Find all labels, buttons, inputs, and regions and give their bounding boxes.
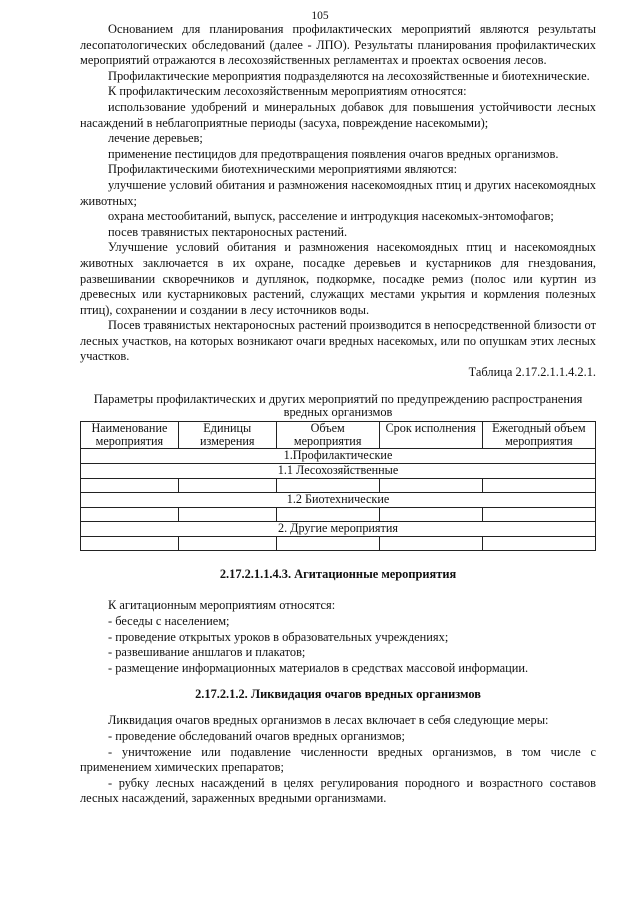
paragraph: Ликвидация очагов вредных организмов в лесах включает в себя следующие меры: <box>108 713 549 728</box>
list-item: - рубку лесных насаждений в целях регулирования породного и возрастного составов лесных насаждений, зараженных вредными организмами. <box>80 775 596 806</box>
table-section-row <box>81 493 596 508</box>
table-cell <box>482 479 595 493</box>
section-heading-liquidation: 2.17.2.1.2. Ликвидация очагов вредных организмов <box>195 687 481 702</box>
table-header-cell: Срок исполнения <box>379 421 482 449</box>
table-row <box>81 479 596 493</box>
paragraph: охрана местообитаний, выпуск, расселение и интродукция насекомых-энтомофагов; <box>108 209 554 224</box>
table-cell <box>482 508 595 522</box>
table-cell <box>81 479 179 493</box>
table-label: Таблица 2.17.2.1.1.4.2.1. <box>468 365 596 380</box>
table-cell <box>178 479 276 493</box>
paragraph: Основанием для планирования профилактических мероприятий являются результаты лесопатологических обследований (далее - ЛПО). Результаты планирования профилактических мероприятий отражаются в лесохозяйственных регламентах и проектах освоения лесов. <box>80 22 596 68</box>
list-item: - проведение открытых уроков в образовательных учреждениях; <box>108 629 449 644</box>
list-item: - развешивание аншлагов и плакатов; <box>108 645 306 660</box>
paragraph: применение пестицидов для предотвращения появления очагов вредных организмов. <box>108 146 559 161</box>
section-heading-agitation: 2.17.2.1.1.4.3. Агитационные мероприятия <box>219 567 457 582</box>
document-body <box>80 22 596 807</box>
paragraph: Посев травянистых нектароносных растений производится в непосредственной близости от лесных участков, на которых возникают очаги вредных насекомых, или по опушкам этих лесных участков. <box>80 318 596 364</box>
paragraph: посев травянистых пектароносных растений. <box>108 224 348 239</box>
table-section-cell: 1.Профилактические <box>81 449 596 464</box>
table-cell <box>178 537 276 551</box>
table-cell <box>81 537 179 551</box>
list-item: - размещение информационных материалов в средствах массовой информации. <box>108 660 529 675</box>
paragraph: К агитационным мероприятиям относятся: <box>108 598 336 613</box>
table-cell <box>379 508 482 522</box>
table-header-cell: Единицы измерения <box>178 421 276 449</box>
paragraph: Профилактические мероприятия подразделяются на лесохозяйственные и биотехнические. <box>108 68 590 83</box>
paragraph: улучшение условий обитания и размножения насекомоядных птиц и других насекомоядных животных; <box>80 177 596 208</box>
table-row <box>81 537 596 551</box>
paragraph: использование удобрений и минеральных добавок для повышения устойчивости лесных насаждений в неблагоприятные периоды (засуха, повреждение насекомыми); <box>80 99 596 130</box>
list-item: - беседы с населением; <box>108 614 230 629</box>
table-section-cell: 1.2 Биотехнические <box>81 493 596 508</box>
table-header-cell: Ежегодный объем мероприятия <box>482 421 595 449</box>
table-cell <box>482 537 595 551</box>
table-section-cell: 2. Другие мероприятия <box>81 522 596 537</box>
parameters-table <box>80 421 596 552</box>
page-number: 105 <box>311 10 329 22</box>
table-section-row <box>81 464 596 479</box>
list-item: - проведение обследований очагов вредных организмов; <box>108 729 405 744</box>
table-cell <box>276 508 379 522</box>
table-section-cell: 1.1 Лесохозяйственные <box>81 464 596 479</box>
list-item: - уничтожение или подавление численности вредных организмов, в том числе с применением химических препаратов; <box>80 744 596 775</box>
table-cell <box>379 537 482 551</box>
table-header-row <box>81 421 596 449</box>
table-cell <box>81 508 179 522</box>
table-cell <box>276 479 379 493</box>
table-cell <box>276 537 379 551</box>
table-header-cell: Объем мероприятия <box>276 421 379 449</box>
paragraph: Профилактическими биотехническими мероприятиями являются: <box>108 162 458 177</box>
table-cell <box>178 508 276 522</box>
table-row <box>81 508 596 522</box>
table-section-row <box>81 449 596 464</box>
table-cell <box>379 479 482 493</box>
paragraph: лечение деревьев; <box>108 131 203 146</box>
table-section-row <box>81 522 596 537</box>
table-caption: Параметры профилактических и других мероприятий по предупреждению распространения вредных организмов <box>93 391 583 420</box>
paragraph: К профилактическим лесохозяйственным мероприятиям относятся: <box>108 84 467 99</box>
table-header-cell: Наименование мероприятия <box>81 421 179 449</box>
paragraph: Улучшение условий обитания и размножения насекомоядных птиц и насекомоядных животных заключается в их охране, посадке деревьев и кустарников для гнездования, развешивании скворечников и дуплянок, подкормке, посадке ремиз (полос или куртин из древесных или кустарниковых растений, служащих местами укрытия и кормления полезных птиц), сохранении и создании в лесу источников воды. <box>80 240 596 317</box>
